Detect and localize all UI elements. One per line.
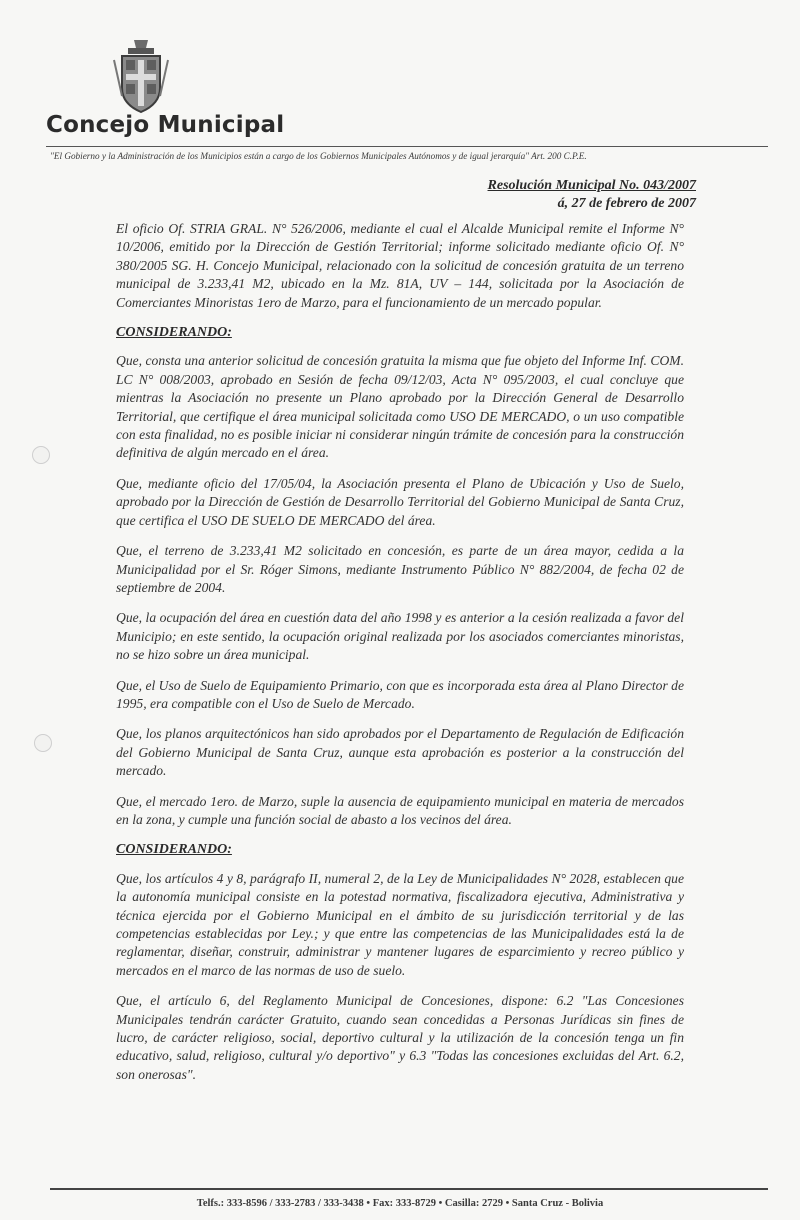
paragraph: Que, los artículos 4 y 8, parágrafo II, numeral 2, de la Ley de Municipalidades N° 2028, establecen que la autonomía municipal consiste en la potestad normativa, fiscalizadora ejecutiva, Administrativa y técnica ejercida por el Gobierno Municipal en el ámbito de su jurisdicción territorial y de las competencias establecidas por Ley.; y que entre las competencias de las Municipalidades está la de reglamentar, diseñar, construir, administrar y mantener lugares de esparcimiento y recreo público y mercados en el marco de las normas de uso de suelo. (116, 870, 684, 978)
punch-hole (32, 446, 50, 464)
organization-name: Concejo Municipal (46, 112, 285, 138)
intro-paragraph: El oficio Of. STRIA GRAL. N° 526/2006, mediante el cual el Alcalde Municipal remite el Informe N° 10/2006, emitido por la Dirección de Gestión Territorial; informe solicitado mediante oficio Of. N° 380/2005 SG. H. Concejo Municipal, relacionado con la solicitud de concesión gratuita de un terreno municipal de 3.233,41 M2, ubicado en la Mz. 81A, UV – 144, solicitada por la Asociación de Comerciantes Minoristas 1ero de Marzo, para el funcionamiento de un mercado popular. (116, 221, 684, 310)
coat-of-arms-icon (112, 38, 170, 118)
paragraph: Que, el mercado 1ero. de Marzo, suple la ausencia de equipamiento municipal en materia de mercados en la zona, y cumple una función social de abasto a los vecinos del área. (116, 793, 684, 827)
paragraph: Que, el Uso de Suelo de Equipamiento Primario, con que es incorporada esta área al Plano Director de 1995, era compatible con el Uso de Suelo de Mercado. (116, 677, 684, 711)
paragraph: Que, el artículo 6, del Reglamento Municipal de Concesiones, dispone: 6.2 "Las Concesiones Municipales tendrán carácter Gratuito, cuando sean concedidas a Personas Jurídicas sin fines de lucro, de carácter religioso, social, deportivo cultural y la utilización de la concesión tenga un fin educativo, salud, religioso, cultural y/o deportivo" y 6.3 "Todas las concesiones excluidas del Art. 6.2, son onerosas". (116, 993, 684, 1082)
header-motto: "El Gobierno y la Administración de los Municipios están a cargo de los Gobiernos Municipales Autónomos y de igual jerarquía" Art. 200 C.P.E. (50, 151, 587, 161)
document-body (116, 220, 684, 1096)
punch-hole (34, 734, 52, 752)
paragraph: Que, mediante oficio del 17/05/04, la Asociación presenta el Plano de Ubicación y Uso de Suelo, aprobado por la Dirección de Gestión de Desarrollo Territorial del Gobierno Municipal de Santa Cruz, que certifica el USO DE SUELO DE MERCADO del área. (116, 475, 684, 528)
section-heading: CONSIDERANDO: (116, 325, 232, 341)
footer-contact: Telfs.: 333-8596 / 333-2783 / 333-3438 • Fax: 333-8729 • Casilla: 2729 • Santa Cruz - Bolivia (196, 1198, 604, 1209)
paragraph: Que, el terreno de 3.233,41 M2 solicitado en concesión, es parte de un área mayor, cedida a la Municipalidad por el Sr. Róger Simons, mediante Instrumento Público N° 882/2004, de fecha 02 de septiembre de 2004. (116, 543, 684, 595)
paragraph: Que, consta una anterior solicitud de concesión gratuita la misma que fue objeto del Informe Inf. COM. LC N° 008/2003, aprobado en Sesión de fecha 09/12/03, Acta N° 095/2003, el cual concluye que mientras la Asociación no presente un Plano aprobado por la Dirección General de Desarrollo Territorial, que certifique el área municipal solicitada como USO DE MERCADO, o un uso compatible con esta finalidad, no es posible iniciar ni considerar ningún trámite de concesión para la construcción definitiva de algún mercado en el área. (116, 353, 684, 461)
resolution-number: Resolución Municipal No. 043/2007 (487, 178, 696, 193)
footer-divider (50, 1188, 768, 1190)
section-heading: CONSIDERANDO: (116, 842, 232, 858)
paragraph: Que, la ocupación del área en cuestión data del año 1998 y es anterior a la cesión realizada a favor del Municipio; en este sentido, la ocupación original realizada por los asociados comerciantes minoristas, no se hizo sobre un área municipal. (116, 610, 684, 663)
header-divider (46, 146, 768, 147)
paragraph: Que, los planos arquitectónicos han sido aprobados por el Departamento de Regulación de Edificación del Gobierno Municipal de Santa Cruz, aunque esta aprobación es posterior a la construcción del mercado. (116, 726, 684, 779)
resolution-date: á, 27 de febrero de 2007 (557, 196, 696, 211)
